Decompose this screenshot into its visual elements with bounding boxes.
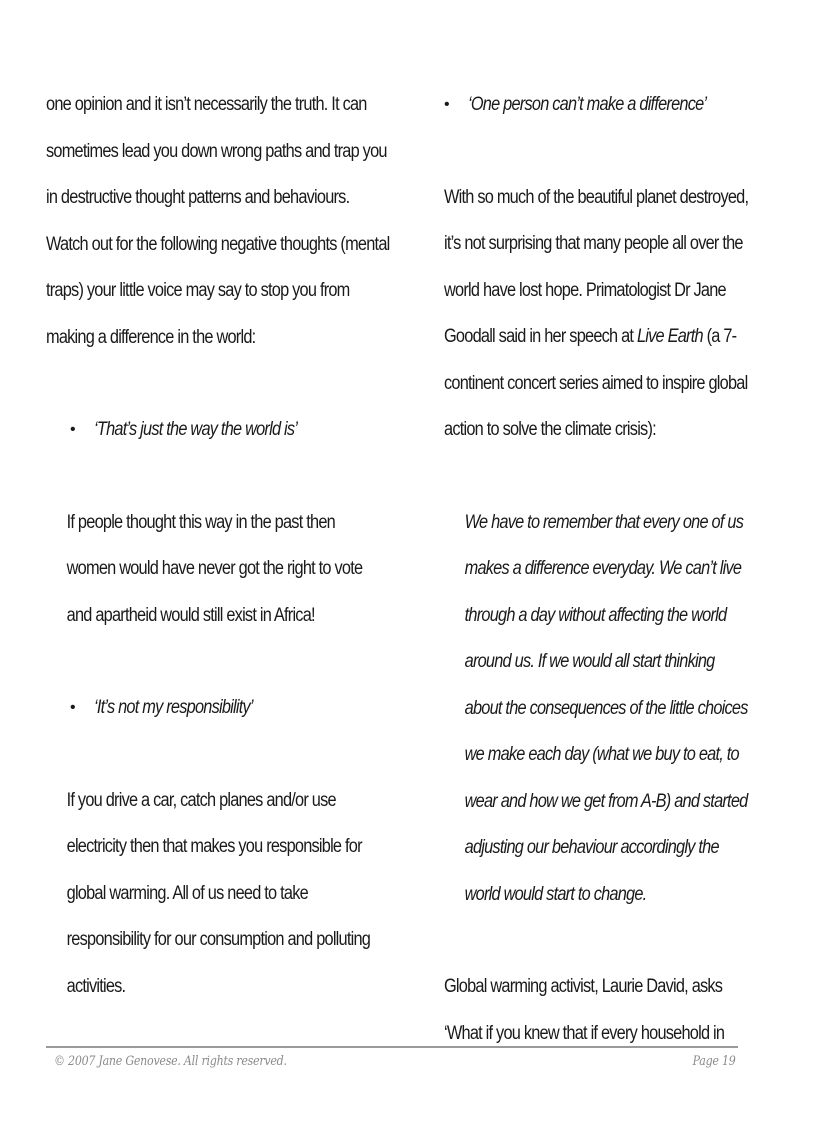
text-line: women would have never got the right to vote [66, 558, 363, 579]
laurie-david-paragraph [444, 964, 728, 1057]
text-line: it’s not surprising that many people all over the [444, 233, 743, 254]
text-line: around us. If we would all start thinking [464, 651, 715, 672]
bullet-body-paragraph [46, 778, 371, 1011]
text-line: Watch out for the following negative thoughts (mental [46, 233, 390, 255]
spacer [46, 454, 391, 500]
text-line: world would start to change. [464, 883, 647, 905]
bullet-item [46, 407, 391, 454]
bullet-item [444, 82, 774, 129]
intro-paragraph [46, 82, 390, 361]
spacer [46, 732, 391, 778]
text-line: electricity then that makes you responsible for [66, 836, 362, 857]
text-line [444, 314, 737, 361]
text-line: one opinion and it isn’t necessarily the truth. It can [46, 94, 367, 115]
text-line: through a day without affecting the world [464, 604, 727, 626]
spacer [46, 639, 391, 685]
block-quote [444, 500, 748, 919]
text-line: traps) your little voice may say to stop you from [46, 280, 350, 301]
text-line: we make each day (what we buy to eat, to [464, 744, 739, 765]
text-line: global warming. All of us need to take [66, 882, 308, 904]
text-line: about the consequences of the little choices [464, 697, 748, 719]
spacer [444, 918, 774, 964]
spacer [444, 454, 774, 500]
text-line: ‘What if you knew that if every household in [444, 1022, 725, 1044]
text-run: Goodall said in her speech at [444, 326, 637, 347]
bullet-icon: • [70, 421, 76, 438]
text-line: With so much of the beautiful planet destroyed, [444, 186, 749, 208]
text-line: world have lost hope. Primatologist Dr Jane [444, 279, 726, 301]
text-line: adjusting our behaviour accordingly the [464, 837, 719, 858]
bullet-body-paragraph [46, 500, 363, 640]
text-line: If people thought this way in the past then [66, 511, 335, 533]
text-line: responsibility for our consumption and polluting [66, 929, 371, 950]
text-line: If you drive a car, catch planes and/or use [66, 789, 336, 811]
goodall-intro-paragraph [444, 175, 749, 454]
text-line: makes a difference everyday. We can’t live [464, 558, 742, 579]
text-line: Global warming activist, Laurie David, asks [444, 976, 723, 997]
bullet-icon: • [70, 699, 76, 716]
left-column [46, 82, 391, 1010]
text-line: We have to remember that every one of us [464, 511, 744, 533]
spacer [444, 129, 774, 175]
text-run: (a 7- [702, 326, 737, 347]
spacer [46, 361, 391, 407]
bullet-text: ‘That’s just the way the world is’ [94, 419, 298, 440]
text-line: action to solve the climate crisis): [444, 419, 656, 440]
text-line: sometimes lead you down wrong paths and trap you [46, 140, 387, 162]
bullet-text: ‘One person can’t make a difference’ [468, 94, 707, 115]
footer-divider [46, 1046, 738, 1048]
text-line: activities. [66, 975, 126, 997]
bullet-text: ‘It’s not my responsibility’ [94, 697, 253, 718]
text-line: making a difference in the world: [46, 326, 256, 348]
text-line: wear and how we get from A-B) and started [464, 790, 748, 812]
text-line: continent concert series aimed to inspire global [444, 372, 748, 394]
text-line: and apartheid would still exist in Africa! [66, 604, 315, 626]
bullet-icon: • [444, 96, 450, 113]
text-line: in destructive thought patterns and behaviours. [46, 187, 350, 208]
bullet-item [46, 685, 391, 732]
footer-copyright: © 2007 Jane Genovese. All rights reserved. [54, 1054, 287, 1069]
event-name: Live Earth [636, 326, 703, 347]
page-number: Page 19 [693, 1054, 736, 1069]
right-column [444, 82, 774, 1057]
